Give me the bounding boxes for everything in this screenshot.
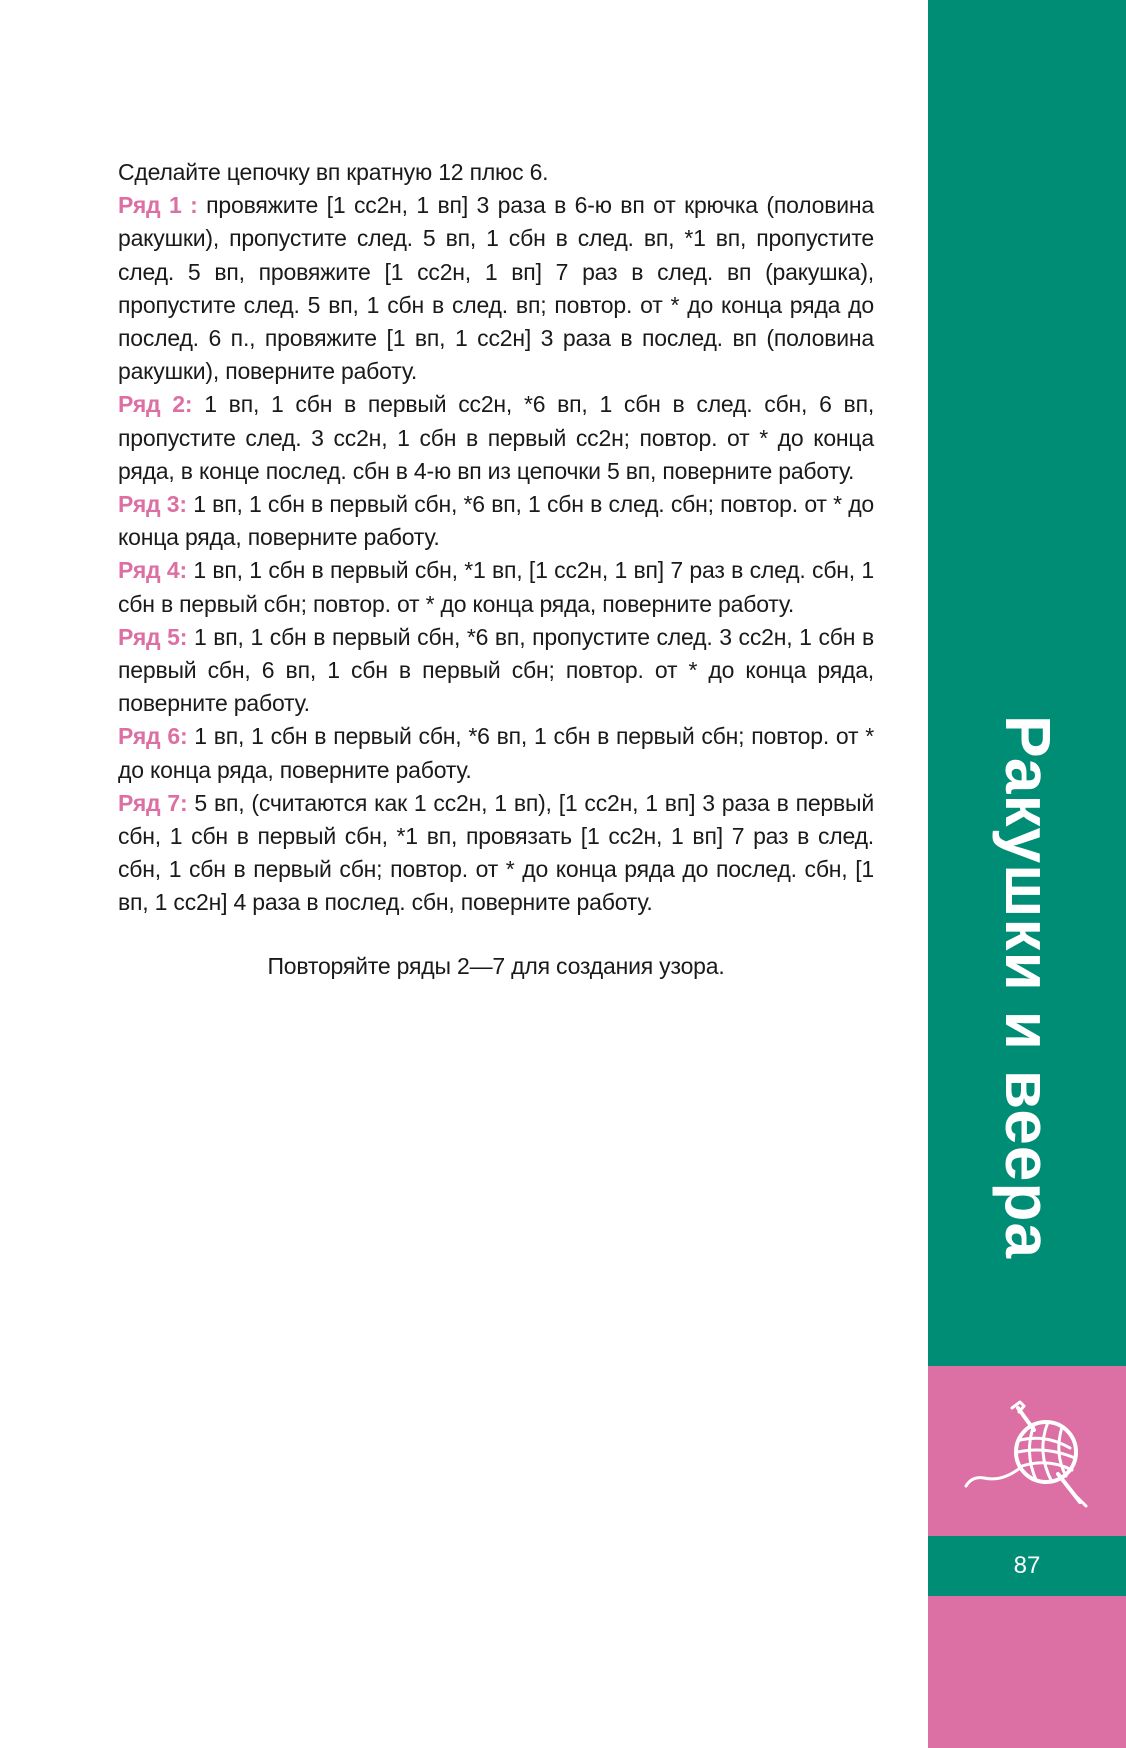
row-label: Ряд 7: xyxy=(118,789,188,816)
repeat-note: Повторяйте ряды 2—7 для создания узора. xyxy=(267,952,725,979)
page-number: 87 xyxy=(1013,1552,1041,1579)
yarn-ball-crochet-hook-icon xyxy=(962,1394,1092,1514)
row-text: 5 вп, (считаются как 1 сс2н, 1 вп), [1 сс2н, 1 вп] 3 раза в первый сбн, 1 сбн в первый сбн, *1 вп, провязать [1 сс2н, 1 вп] 7 раз в след. сбн, 1 сбн в первый сбн; повтор. от * до конца ряда до послед. сбн, [1 вп, 1 сс2н] 4 раза в послед. сбн, поверните работу. xyxy=(118,789,874,916)
row-1 xyxy=(118,189,874,388)
bottom-band xyxy=(928,1596,1126,1748)
page-number-band xyxy=(928,1536,1126,1596)
intro-text: Сделайте цепочку вп кратную 12 плюс 6. xyxy=(118,159,549,185)
row-label: Ряд 2: xyxy=(118,391,193,418)
row-text: провяжите [1 сс2н, 1 вп] 3 раза в 6-ю вп от крючка (половина ракушки), пропустите след. 5 вп, 1 сбн в след. вп, *1 вп, пропустите след. 5 вп, провяжите [1 сс2н, 1 вп] 7 раз в след. вп (ракушка), пропустите след. 5 вп, 1 сбн в след. вп; повтор. от * до конца ряда до послед. 6 п., провяжите [1 вп, 1 сс2н] 3 раза в послед. вп (половина ракушки), поверните работу. xyxy=(118,192,874,385)
pattern-instructions xyxy=(118,156,874,983)
chapter-sidebar xyxy=(928,0,1126,1748)
row-2 xyxy=(118,388,874,488)
icon-band xyxy=(928,1366,1126,1536)
row-label: Ряд 4: xyxy=(118,557,187,584)
row-label: Ряд 5: xyxy=(118,623,188,650)
chapter-title-band xyxy=(928,0,1126,1366)
row-text: 1 вп, 1 сбн в первый сбн, *6 вп, пропустите след. 3 сс2н, 1 сбн в первый сбн, 6 вп, 1 сбн в первый сбн; повтор. от * до конца ряда, поверните работу. xyxy=(118,623,874,717)
chapter-title: Ракушки и веера xyxy=(992,715,1064,1260)
row-5 xyxy=(118,621,874,721)
row-4 xyxy=(118,554,874,620)
row-text: 1 вп, 1 сбн в первый сс2н, *6 вп, 1 сбн в след. сбн, 6 вп, пропустите след. 3 сс2н, 1 сбн в первый сс2н; повтор. от * до конца ряда, в конце послед. сбн в 4-ю вп из цепочки 5 вп, поверните работу. xyxy=(118,391,875,484)
row-3 xyxy=(118,488,874,554)
row-7 xyxy=(118,787,874,920)
row-text: 1 вп, 1 сбн в первый сбн, *6 вп, 1 сбн в след. сбн; повтор. от * до конца ряда, поверните работу. xyxy=(118,491,875,551)
row-text: 1 вп, 1 сбн в первый сбн, *1 вп, [1 сс2н, 1 вп] 7 раз в след. сбн, 1 сбн в первый сбн; повтор. от * до конца ряда, поверните работу. xyxy=(118,557,875,617)
row-6 xyxy=(118,720,874,786)
row-text: 1 вп, 1 сбн в первый сбн, *6 вп, 1 сбн в первый сбн; повтор. от * до конца ряда, поверните работу. xyxy=(118,723,874,783)
row-label: Ряд 1 : xyxy=(118,192,198,219)
row-label: Ряд 3: xyxy=(118,491,187,518)
row-label: Ряд 6: xyxy=(118,723,188,750)
